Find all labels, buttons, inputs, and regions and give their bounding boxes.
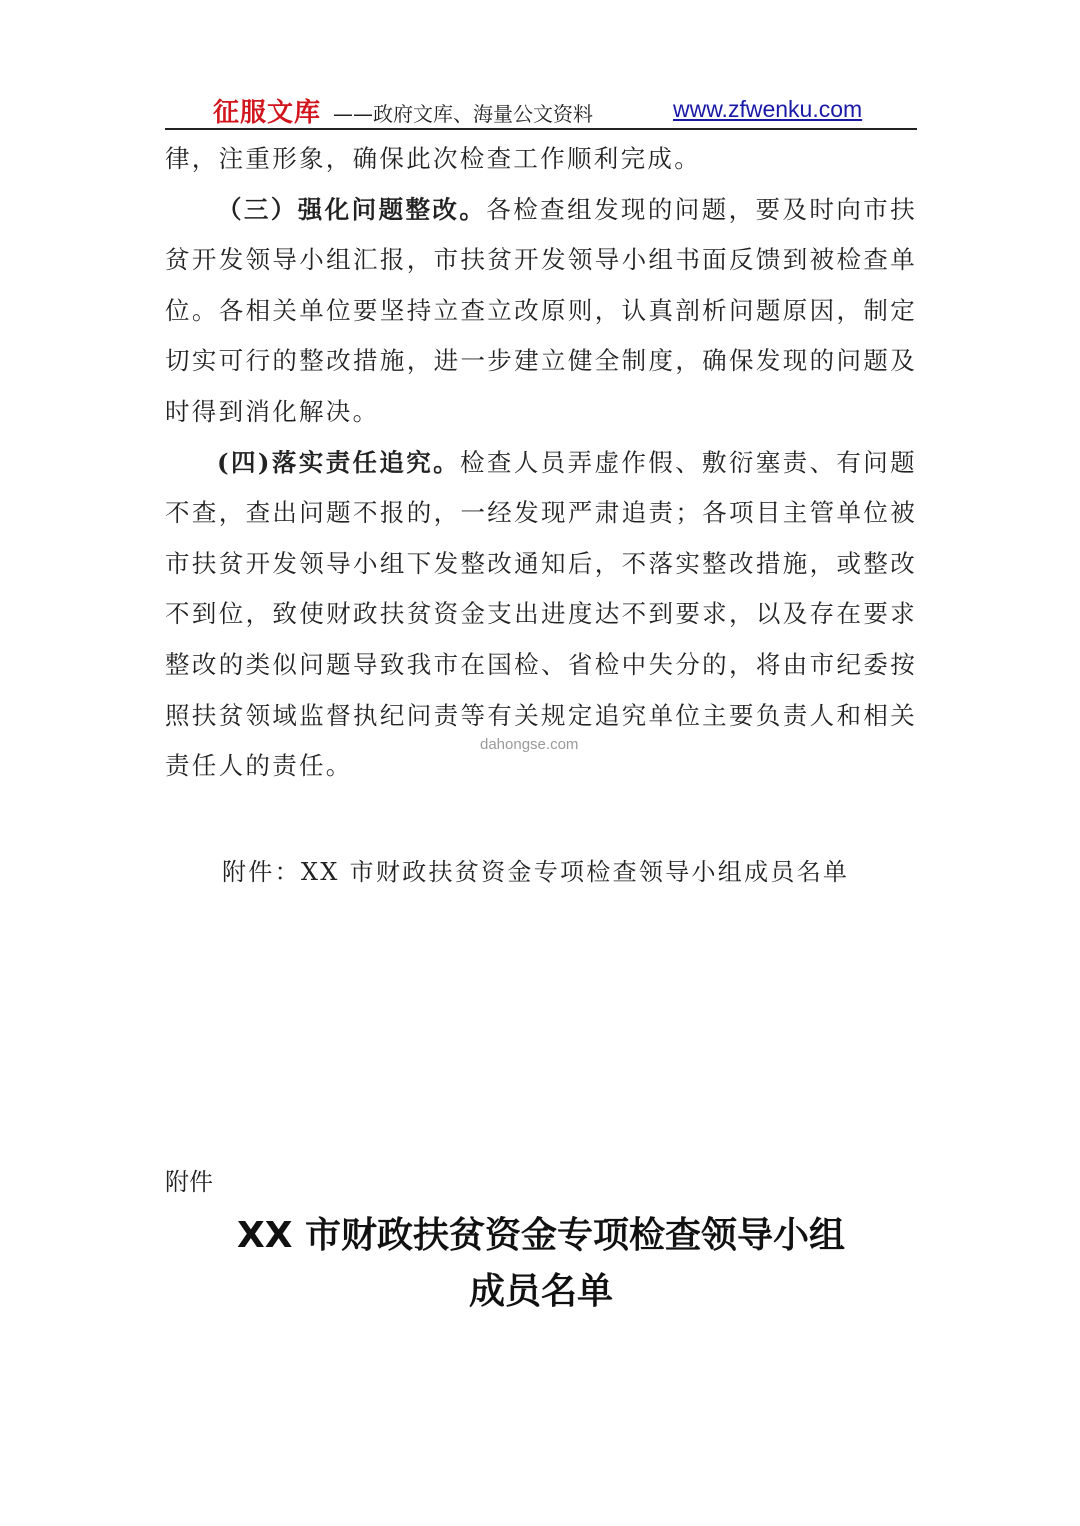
watermark: dahongse.com [480, 736, 579, 753]
section-heading-3: （三）强化问题整改。 [217, 194, 487, 224]
attachment-title-line1: XX 市财政扶贫资金专项检查领导小组 [236, 1215, 846, 1256]
header-slogan: ——政府文库、海量公文资料 [333, 102, 593, 126]
section-heading-4: (四)落实责任追究。 [217, 447, 461, 477]
paragraph-text: 检查人员弄虚作假、敷衍塞责、有问题不查，查出问题不报的，一经发现严肃追责；各项目主管单位被市扶贫开发领导小组下发整改通知后，不落实整改措施，或整改不到位，致使财政扶贫资金支出进度达不到要求，以及存在要求整改的类似问题导致我市在国检、省检中失分的，将由市纪委按照扶贫领域监督执纪问责等有关规定追究单位主要负责人和相关责任人的责任。 [165, 447, 917, 781]
site-url-link[interactable]: www.zfwenku.com [673, 96, 863, 122]
brand-logo-text: 征服文库 [213, 98, 322, 128]
attachment-title-line2: 成员名单 [468, 1271, 613, 1312]
paragraph-text: 各检查组发现的问题，要及时向市扶贫开发领导小组汇报，市扶贫开发领导小组书面反馈到被检查单位。各相关单位要坚持立查立改原则，认真剖析问题原因，制定切实可行的整改措施，进一步建立健全制度，确保发现的问题及时得到消化解决。 [165, 194, 917, 426]
attachment-label: 附件 [165, 1168, 213, 1196]
paragraph-continuation: 律，注重形象，确保此次检查工作顺利完成。 [165, 144, 701, 173]
attachment-note: 附件：XX 市财政扶贫资金专项检查领导小组成员名单 [222, 858, 850, 886]
page-header [165, 88, 917, 130]
document-body [165, 134, 917, 792]
attachment-title [165, 1208, 917, 1320]
paragraph-rectification [165, 185, 917, 438]
